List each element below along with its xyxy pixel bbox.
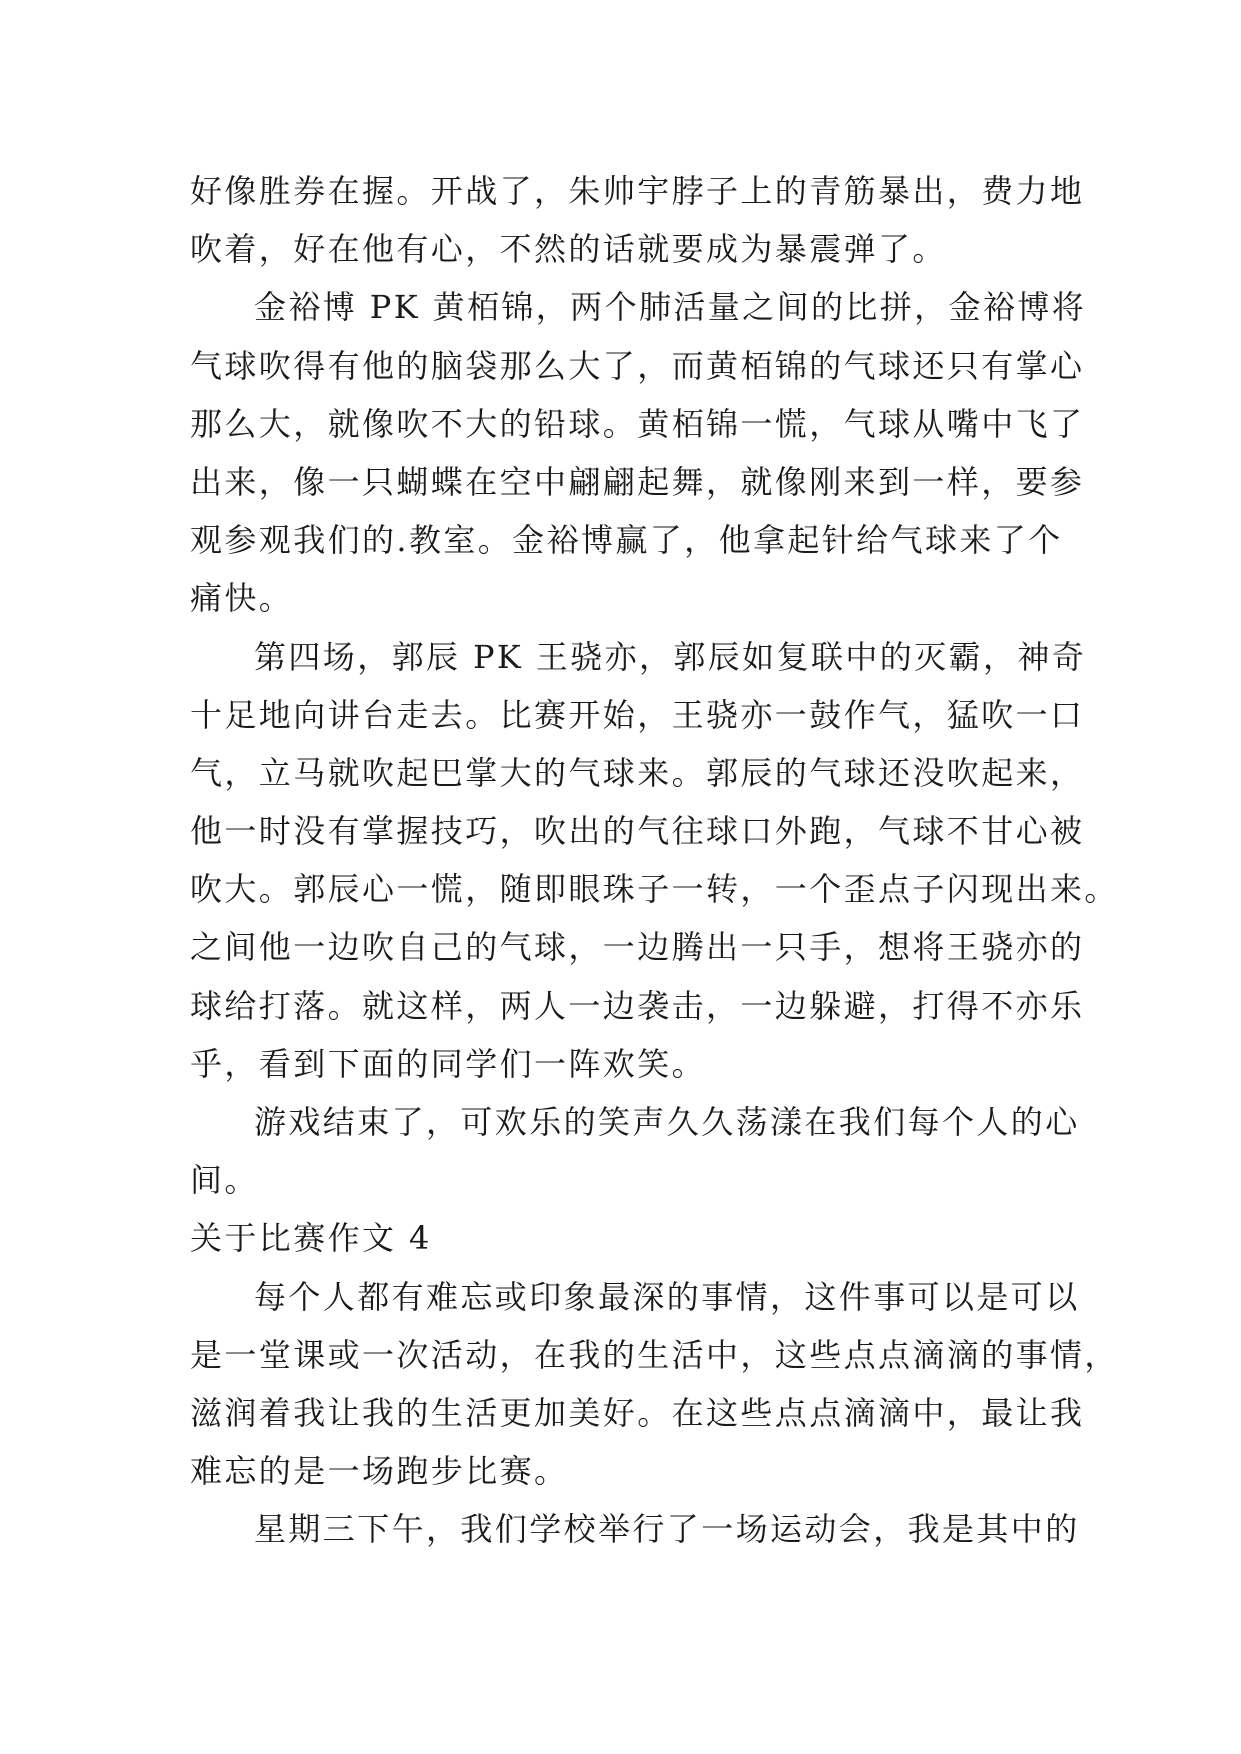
text-line: 他一时没有掌握技巧，吹出的气往球口外跑，气球不甘心被 [190, 812, 1085, 851]
paragraph-start-line: 游戏结束了，可欢乐的笑声久久荡漾在我们每个人的心 [254, 1103, 1080, 1141]
paragraph-start-line: 金裕博 PK 黄栢锦，两个肺活量之间的比拼，金裕博将 [254, 288, 1087, 327]
paragraph-start-line: 第四场，郭辰 PK 王骁亦，郭辰如复联中的灭霸，神奇 [254, 637, 1087, 676]
text-line: 之间他一边吹自己的气球，一边腾出一只手，想将王骁亦的 [190, 928, 1085, 967]
section-heading: 关于比赛作文 4 [190, 1219, 432, 1258]
text-line: 吹大。郭辰心一慌，随即眼珠子一转，一个歪点子闪现出来。 [190, 870, 1119, 909]
text-line: 滋润着我让我的生活更加美好。在这些点点滴滴中，最让我 [190, 1393, 1085, 1432]
text-line: 气球吹得有他的脑袋那么大了，而黄栢锦的气球还只有掌心 [190, 346, 1085, 385]
text-line: 是一堂课或一次活动，在我的生活中，这些点点滴滴的事情， [190, 1335, 1119, 1374]
paragraph-start-line: 每个人都有难忘或印象最深的事情，这件事可以是可以 [254, 1277, 1080, 1316]
text-line: 间。 [190, 1161, 259, 1200]
text-line: 好像胜券在握。开战了，朱帅宇脖子上的青筋暴出，费力地 [190, 172, 1085, 210]
text-line: 十足地向讲台走去。比赛开始，王骁亦一鼓作气，猛吹一口 [190, 695, 1085, 734]
text-line: 那么大，就像吹不大的铅球。黄栢锦一慌，气球从嘴中飞了 [190, 404, 1085, 443]
essay-body [190, 162, 1119, 1559]
paragraph-start-line: 星期三下午，我们学校举行了一场运动会，我是其中的 [254, 1510, 1080, 1549]
text-line: 球给打落。就这样，两人一边袭击，一边躲避，打得不亦乐 [190, 986, 1085, 1025]
text-line: 气，立马就吹起巴掌大的气球来。郭辰的气球还没吹起来， [190, 753, 1085, 792]
text-line: 难忘的是一场跑步比赛。 [190, 1452, 569, 1491]
text-line: 出来，像一只蝴蝶在空中翩翩起舞，就像刚来到一样，要参 [190, 462, 1085, 501]
text-line: 吹着，好在他有心，不然的话就要成为暴震弹了。 [190, 230, 947, 269]
text-line: 观参观我们的.教室。金裕博赢了，他拿起针给气球来了个 [190, 521, 1063, 560]
text-line: 痛快。 [190, 579, 294, 618]
text-line: 乎，看到下面的同学们一阵欢笑。 [190, 1044, 707, 1083]
